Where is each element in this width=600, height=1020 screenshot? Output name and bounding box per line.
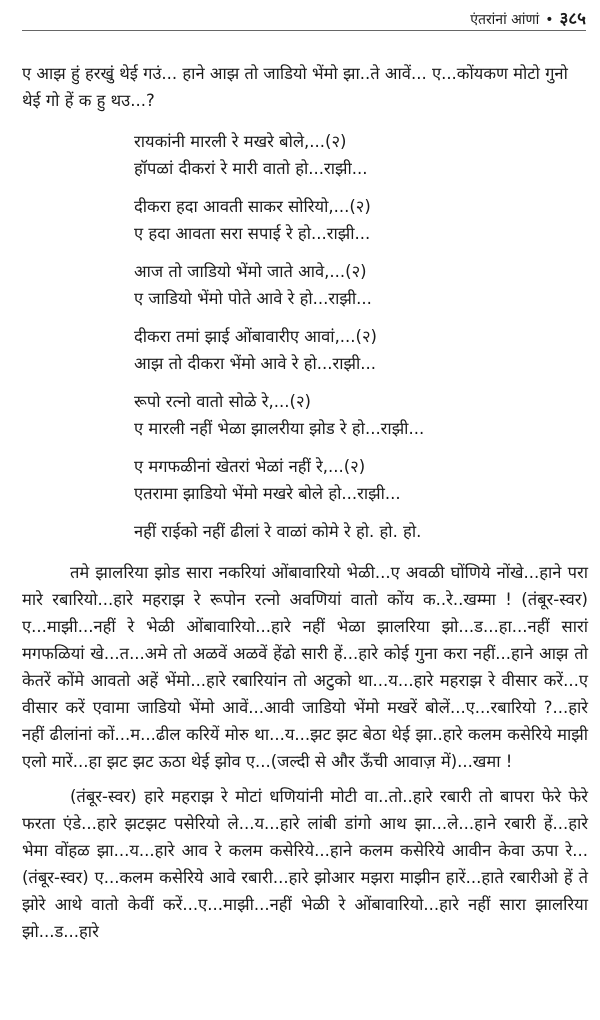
song-line: ए मारली नहीं भेळा झालरीया झोड रे हो...राझी... [134,419,425,438]
song-line: ए हदा आवता सरा सपाई रे हो...राझी... [134,224,371,243]
header-title: एंतरांनां आंणां [470,12,540,28]
song-verses [134,128,588,545]
song-stanza [134,193,588,247]
song-stanza [134,518,588,545]
header-separator: • [545,12,554,28]
song-stanza [134,453,588,507]
song-line: ए जाडियो भेंमो पोते आवे रे हो...राझी... [134,289,372,308]
song-stanza [134,258,588,312]
song-line: हॉपळां दीकरां रे मारी वातो हो...राझी... [134,159,368,178]
song-line: आज तो जाडियो भेंमो जाते आवे,...(२) [134,262,367,281]
body-paragraph-2: (तंबूर-स्वर) हारे महराझ रे मोटां धणियांनी मोटी वा..तो..हारे रबारी तो बापरा फेरे फेरे फरता एंडे...हारे झटझट पसेरियो ले...य...हारे लांबी डांगो आथ झा...ले...हाने रबारी हें...हारे भेमा वोंहळ झा...य...हारे आव रे कलम कसेरिये...हाने कलम कसेरिये आवीन केवा ऊपा रे...(तंबूर-स्वर) ए...कलम कसेरिये आवे रबारी...हारे झोआर मझरा माझीन हारें...हाते रबारीओ हें ते झोरे आथे वातो केवीं करें...ए...माझी...नहीं भेळी रे ओंबावारियो...हारे नहीं सारा झालरिया झो...ड...हारे [22,787,588,941]
song-stanza [134,388,588,442]
song-line: रूपो रत्नो वातो सोळे रे,...(२) [134,392,311,411]
song-line: रायकांनी मारली रे मखरे बोले,...(२) [134,132,347,151]
song-line: दीकरा तमां झाई ओंबावारीए आवां,...(२) [134,327,377,346]
song-line: आझ तो दीकरा भेंमो आवे रे हो...राझी... [134,354,377,373]
page-number: ३८५ [559,9,586,29]
running-header [470,6,586,29]
song-line: ए मगफळीनां खेतरां भेळां नहीं रे,...(२) [134,457,366,476]
song-line: एतरामा झाडियो भेंमो मखरे बोले हो...राझी... [134,484,401,503]
page-body [22,60,588,945]
song-stanza [134,128,588,182]
song-line: दीकरा हदा आवती साकर सोरियो,...(२) [134,197,371,216]
header-rule [22,30,586,31]
song-stanza [134,323,588,377]
song-line: नहीं राईको नहीं ढीलां रे वाळां कोमे रे हो. हो. हो. [134,522,422,541]
body-paragraph-1: तमे झालरिया झोड सारा नकरियां ओंबावारियो भेळी...ए अवळी घोंणिये नोंखे...हाने परा मारे रबारियो...हारे महराझ रे रूपोन रत्नो अवणियां वातो कोंय क..रे..खम्मा ! (तंबूर-स्वर) ए...माझी...नहीं रे भेळी ओंबावारियो...हारे नहीं भेळा झालरिया झो...ड...हा...नहीं सारां मगफळियां खे...त...अमे तो अळवें अळवें हेंढो सारी हें...हारे कोई गुना करा नहीं...हाने आझ तो केतरें कोंमे आवतो अहें भेंमो...हारे रबारियांन तो अटुको था...य...हारे महराझ रे वीसार करें...ए वीसार करें एवामा जाडियो भेंमो आवें...आवी जाडियो भेंमो मखरें बोलें...ए...रबारियो ?...हारे नहीं ढीलांनां कों...म...ढील करियें मोरु था...य...झट झट बेठा थेई झा..हारे कलम कसेरिये माझी एलो मारें...हा झट झट ऊठा थेई झोव ए...(जल्दी से और ऊँची आवाज़ में)...खमा ! [22,563,588,771]
intro-paragraph: ए आझ हुं हरखुं थेई गउं... हाने आझ तो जाडियो भेंमो झा..ते आवें... ए...कोंयकण मोटो गुनो थेई गो हें क हु थउ...? [22,64,568,110]
